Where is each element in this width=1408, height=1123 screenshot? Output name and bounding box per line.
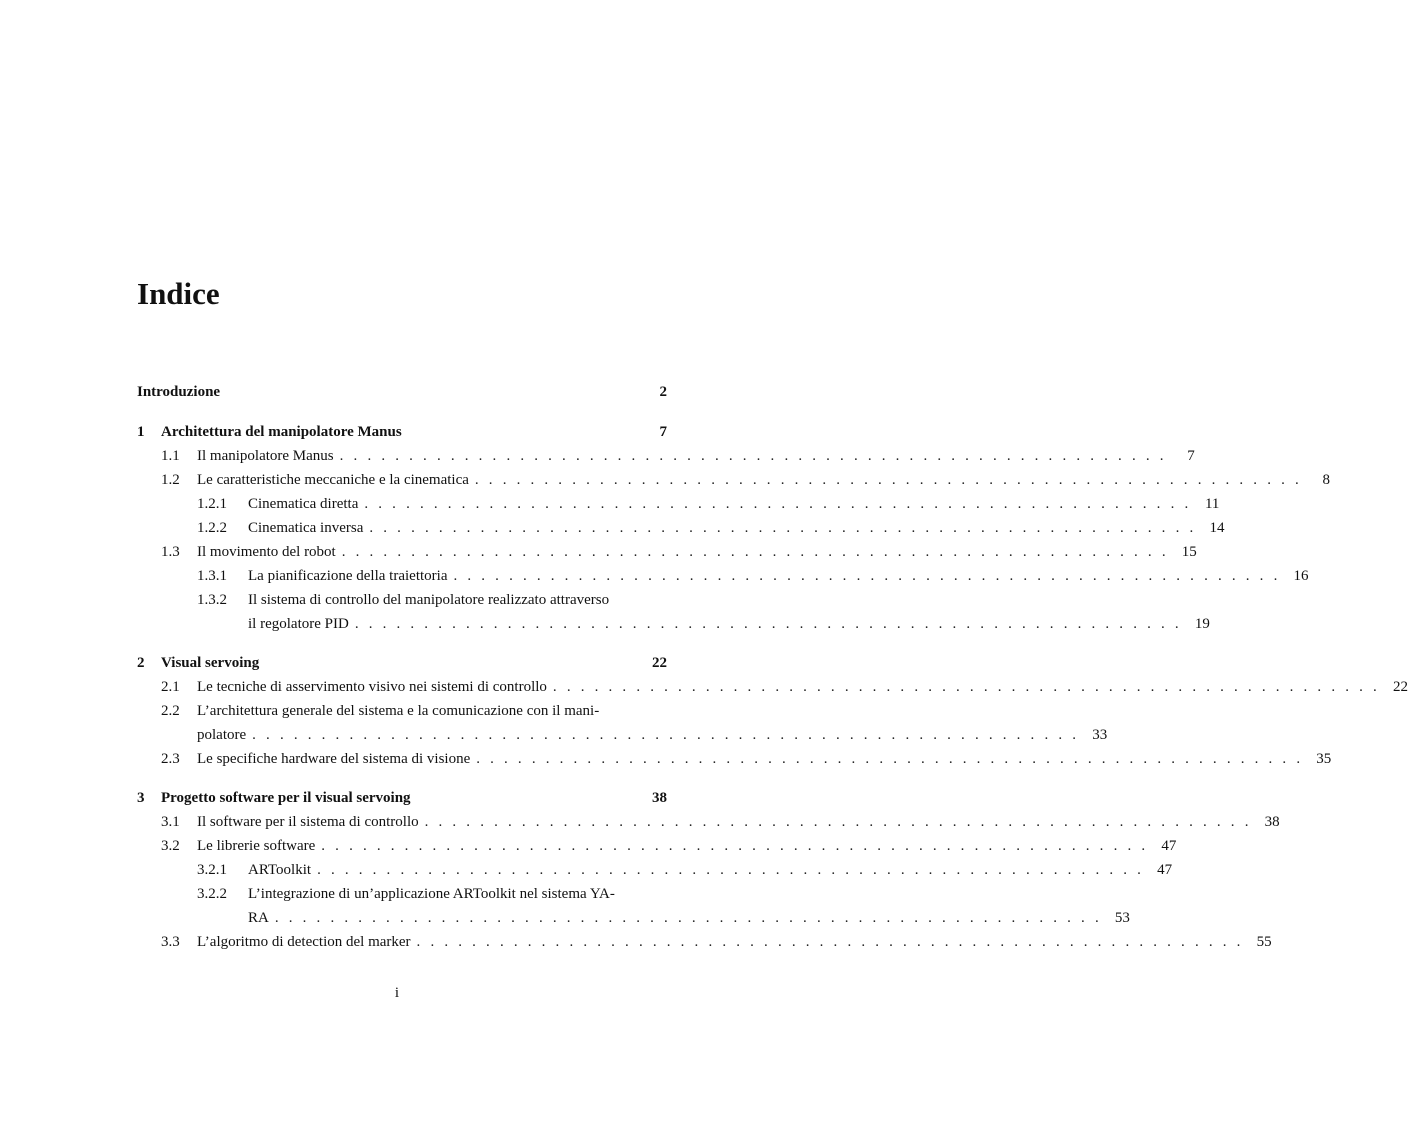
toc-leader-dots: . . . . . . . . . . . . . . . . . . . . . . . . . . . . . . . . . . . . . . . . . . . . . . . . . . . . . . . . . . . . <box>274 910 1102 926</box>
toc-section-title: Il manipolatore Manus <box>197 448 334 464</box>
toc-subsection-page: 19 <box>1194 616 1210 632</box>
toc-section-title: L’algoritmo di detection del marker <box>197 934 411 950</box>
toc-subsection-title-continued: RA <box>248 910 269 926</box>
page-title: Indice <box>137 276 220 311</box>
toc-subsection-title: Cinematica diretta <box>248 496 359 512</box>
toc-section-2-1[interactable] <box>161 675 1408 699</box>
toc-subsection-1-3-2-continued[interactable] <box>248 612 1210 636</box>
toc-section-page: 7 <box>1187 448 1195 464</box>
toc-section-3-1[interactable] <box>161 810 1280 834</box>
toc-section-page: 15 <box>1181 544 1197 560</box>
toc-chapter-3[interactable] <box>137 786 667 810</box>
toc-section-page: 35 <box>1316 751 1332 767</box>
toc-section-page: 33 <box>1092 727 1108 743</box>
toc-subsection-title: L’integrazione di un’applicazione ARToolkit nel sistema YA- <box>248 886 615 902</box>
toc-subsection-number: 1.3.2 <box>197 592 227 608</box>
toc-leader-dots: . . . . . . . . . . . . . . . . . . . . . . . . . . . . . . . . . . . . . . . . . . . . . . . . . . . . . . . . . . . . <box>252 727 1080 743</box>
toc-subsection-1-2-1[interactable] <box>197 492 1220 516</box>
toc-section-title: Le librerie software <box>197 838 316 854</box>
toc-leader-dots: . . . . . . . . . . . . . . . . . . . . . . . . . . . . . . . . . . . . . . . . . . . . . . . . . . . . . . . . . . . . <box>354 616 1182 632</box>
toc-chapter-page: 38 <box>652 790 667 806</box>
toc-subsection-number: 3.2.2 <box>197 886 227 902</box>
toc-leader-dots: . . . . . . . . . . . . . . . . . . . . . . . . . . . . . . . . . . . . . . . . . . . . . . . . . . . . . . . . . . . . <box>364 496 1192 512</box>
toc-section-number: 1.2 <box>161 472 180 488</box>
toc-subsection-page: 47 <box>1157 862 1173 878</box>
toc-subsection-1-3-2[interactable] <box>197 588 667 612</box>
page-number: i <box>394 985 400 1001</box>
toc-section-page: 38 <box>1264 814 1280 830</box>
toc-leader-dots: . . . . . . . . . . . . . . . . . . . . . . . . . . . . . . . . . . . . . . . . . . . . . . . . . . . . . . . . . . . . <box>369 520 1197 536</box>
toc-subsection-page: 11 <box>1204 496 1220 512</box>
toc-subsection-number: 1.2.1 <box>197 496 227 512</box>
toc-subsection-1-3-1[interactable] <box>197 564 1309 588</box>
toc-section-3-3[interactable] <box>161 930 1272 954</box>
toc-subsection-number: 3.2.1 <box>197 862 227 878</box>
toc-subsection-title: Il sistema di controllo del manipolatore realizzato attraverso <box>248 592 610 608</box>
toc-subsection-number: 1.3.1 <box>197 568 227 584</box>
toc-leader-dots: . . . . . . . . . . . . . . . . . . . . . . . . . . . . . . . . . . . . . . . . . . . . . . . . . . . . . . . . . . . . <box>474 472 1302 488</box>
table-of-contents <box>137 0 1408 1123</box>
toc-subsection-page: 14 <box>1209 520 1225 536</box>
toc-section-number: 1.3 <box>161 544 180 560</box>
toc-section-page: 55 <box>1256 934 1272 950</box>
toc-section-title: Il software per il sistema di controllo <box>197 814 419 830</box>
toc-chapter-page: 7 <box>659 424 667 440</box>
toc-leader-dots: . . . . . . . . . . . . . . . . . . . . . . . . . . . . . . . . . . . . . . . . . . . . . . . . . . . . . . . . . . . . <box>416 934 1244 950</box>
toc-chapter-2[interactable] <box>137 651 667 675</box>
toc-section-1-2[interactable] <box>161 468 1330 492</box>
toc-section-1-3[interactable] <box>161 540 1197 564</box>
toc-subsection-number: 1.2.2 <box>197 520 227 536</box>
toc-subsection-page: 53 <box>1114 910 1130 926</box>
toc-section-page: 47 <box>1161 838 1177 854</box>
toc-section-number: 3.1 <box>161 814 180 830</box>
toc-section-title: Le specifiche hardware del sistema di visione <box>197 751 471 767</box>
toc-section-number: 3.2 <box>161 838 180 854</box>
toc-leader-dots: . . . . . . . . . . . . . . . . . . . . . . . . . . . . . . . . . . . . . . . . . . . . . . . . . . . . . . . . . . . . <box>453 568 1281 584</box>
toc-section-3-2[interactable] <box>161 834 1177 858</box>
toc-leader-dots: . . . . . . . . . . . . . . . . . . . . . . . . . . . . . . . . . . . . . . . . . . . . . . . . . . . . . . . . . . . . <box>476 751 1304 767</box>
toc-subsection-title: Cinematica inversa <box>248 520 364 536</box>
toc-section-2-2[interactable] <box>161 699 667 723</box>
toc-chapter-page: 22 <box>652 655 667 671</box>
toc-section-number: 2.1 <box>161 679 180 695</box>
toc-entry-page: 2 <box>659 384 667 400</box>
toc-subsection-3-2-2[interactable] <box>197 882 667 906</box>
toc-leader-dots: . . . . . . . . . . . . . . . . . . . . . . . . . . . . . . . . . . . . . . . . . . . . . . . . . . . . . . . . . . . . <box>341 544 1169 560</box>
toc-section-page: 8 <box>1322 472 1330 488</box>
toc-chapter-title: Architettura del manipolatore Manus <box>161 424 402 440</box>
toc-entry-title: Introduzione <box>137 384 221 400</box>
toc-section-title-continued: polatore <box>197 727 247 743</box>
toc-section-number: 2.2 <box>161 703 180 719</box>
toc-subsection-1-2-2[interactable] <box>197 516 1225 540</box>
toc-subsection-page: 16 <box>1293 568 1309 584</box>
toc-chapter-title: Progetto software per il visual servoing <box>161 790 411 806</box>
toc-leader-dots: . . . . . . . . . . . . . . . . . . . . . . . . . . . . . . . . . . . . . . . . . . . . . . . . . . . . . . . . . . . . <box>317 862 1145 878</box>
toc-chapter-number: 1 <box>137 424 145 440</box>
toc-section-number: 1.1 <box>161 448 180 464</box>
toc-leader-dots: . . . . . . . . . . . . . . . . . . . . . . . . . . . . . . . . . . . . . . . . . . . . . . . . . . . . . . . . . . . . <box>424 814 1252 830</box>
toc-section-2-2-continued[interactable] <box>197 723 1108 747</box>
toc-leader-dots: . . . . . . . . . . . . . . . . . . . . . . . . . . . . . . . . . . . . . . . . . . . . . . . . . . . . . . . . . . . . <box>339 448 1167 464</box>
toc-leader-dots: . . . . . . . . . . . . . . . . . . . . . . . . . . . . . . . . . . . . . . . . . . . . . . . . . . . . . . . . . . . . <box>552 679 1380 695</box>
toc-chapter-1[interactable] <box>137 420 667 444</box>
toc-chapter-number: 2 <box>137 655 145 671</box>
toc-section-page: 22 <box>1392 679 1408 695</box>
toc-leader-dots: . . . . . . . . . . . . . . . . . . . . . . . . . . . . . . . . . . . . . . . . . . . . . . . . . . . . . . . . . . . . <box>321 838 1149 854</box>
toc-section-1-1[interactable] <box>161 444 1195 468</box>
toc-section-2-3[interactable] <box>161 747 1332 771</box>
toc-chapter-number: 3 <box>137 790 145 806</box>
toc-section-number: 3.3 <box>161 934 180 950</box>
toc-subsection-title: La pianificazione della traiettoria <box>248 568 448 584</box>
toc-entry-introduzione[interactable] <box>137 380 667 404</box>
toc-subsection-3-2-1[interactable] <box>197 858 1173 882</box>
toc-subsection-3-2-2-continued[interactable] <box>248 906 1130 930</box>
toc-section-title: Le caratteristiche meccaniche e la cinematica <box>197 472 469 488</box>
toc-chapter-title: Visual servoing <box>161 655 260 671</box>
toc-section-title: Le tecniche di asservimento visivo nei sistemi di controllo <box>197 679 547 695</box>
toc-subsection-title: ARToolkit <box>248 862 312 878</box>
toc-subsection-title-continued: il regolatore PID <box>248 616 349 632</box>
toc-section-title: L’architettura generale del sistema e la comunicazione con il mani- <box>197 703 600 719</box>
toc-section-title: Il movimento del robot <box>197 544 336 560</box>
toc-section-number: 2.3 <box>161 751 180 767</box>
